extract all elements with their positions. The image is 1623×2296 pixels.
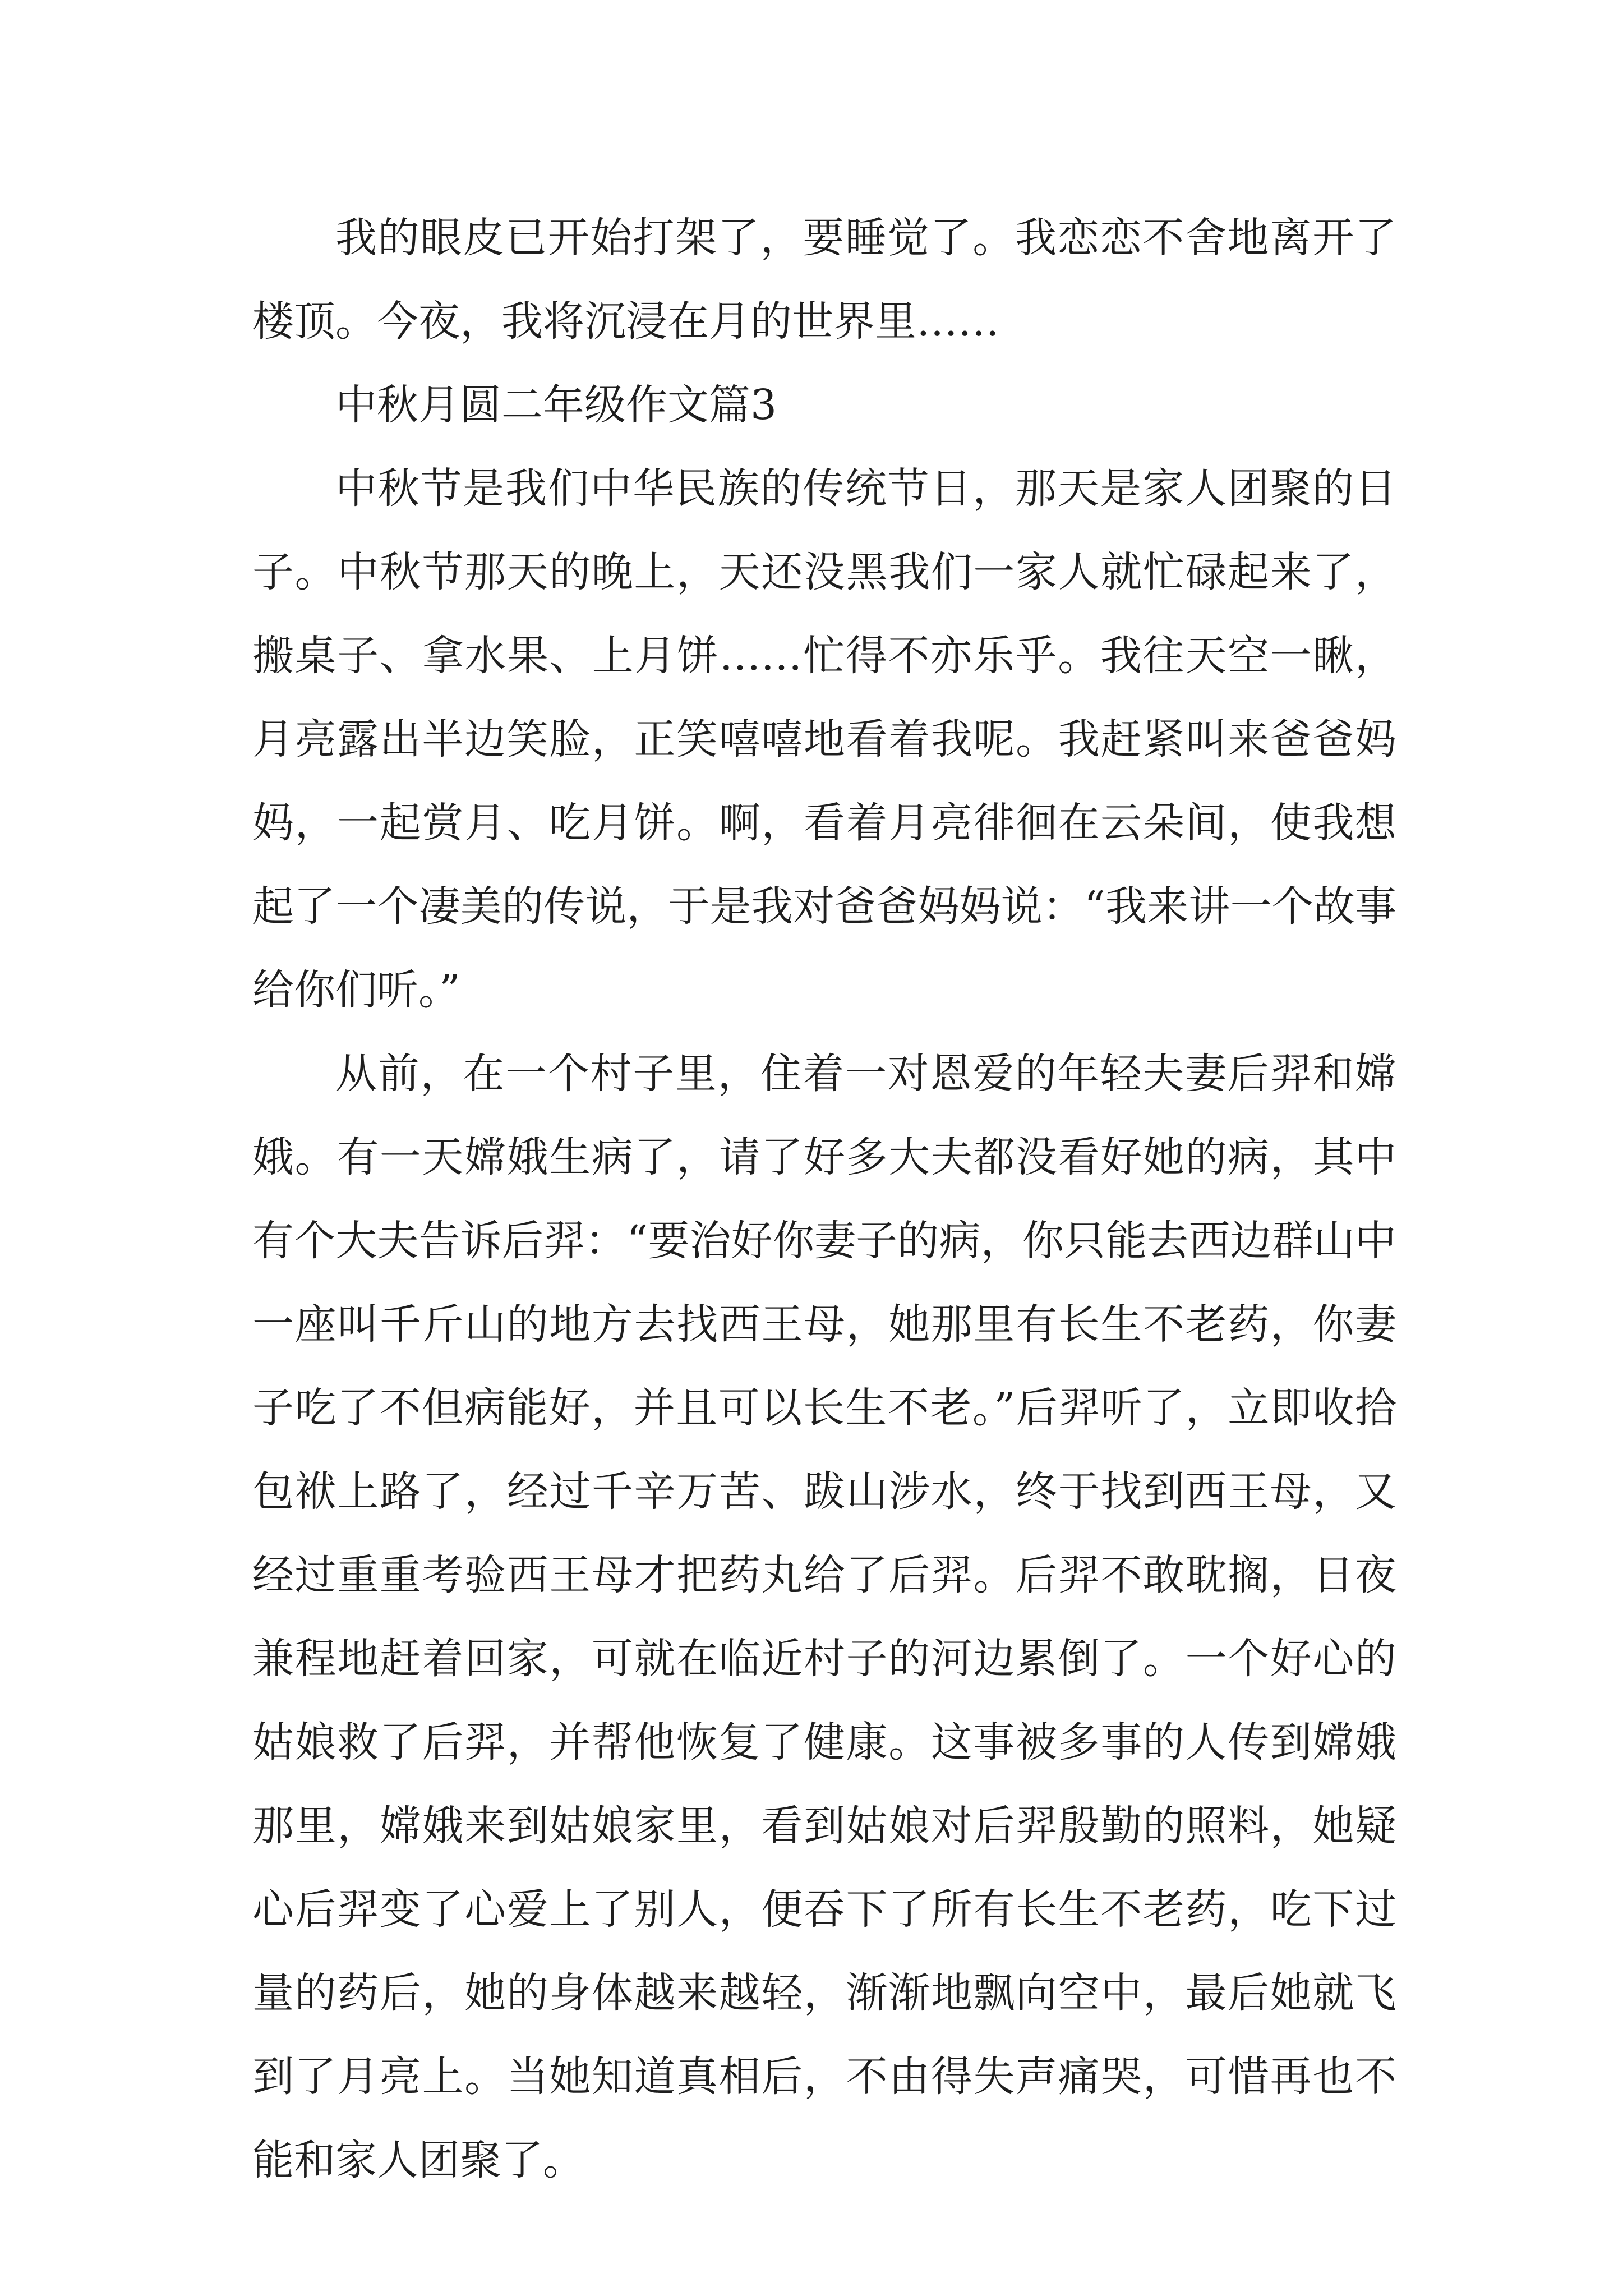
paragraph-legend: 从前，在一个村子里，住着一对恩爱的年轻夫妻后羿和嫦娥。有一天嫦娥生病了，请了好多大夫都没看好她的病，其中有个大夫告诉后羿：“要治好你妻子的病，你只能去西边群山中一座叫千斤山的地方去找西王母，她那里有长生不老药，你妻子吃了不但病能好，并且可以长生不老。”后羿听了，立即收拾包袱上路了，经过千辛万苦、跋山涉水，终于找到西王母，又经过重重考验西王母才把药丸给了后羿。后羿不敢耽搁，日夜兼程地赶着回家，可就在临近村子的河边累倒了。一个好心的姑娘救了后羿，并帮他恢复了健康。这事被多事的人传到嫦娥那里，嫦娥来到姑娘家里，看到姑娘对后羿殷勤的照料，她疑心后羿变了心爱上了别人，便吞下了所有长生不老药，吃下过量的药后，她的身体越来越轻，渐渐地飘向空中，最后她就飞到了月亮上。当她知道真相后，不由得失声痛哭，可惜再也不能和家人团聚了。: [252, 1050, 1396, 2184]
section-heading: 中秋月圆二年级作文篇3: [335, 381, 777, 429]
paragraph-intro: 我的眼皮已开始打架了，要睡觉了。我恋恋不舍地离开了楼顶。今夜，我将沉浸在月的世界里……: [252, 214, 1396, 346]
paragraph-festival: 中秋节是我们中华民族的传统节日，那天是家人团聚的日子。中秋节那天的晚上，天还没黑我们一家人就忙碌起来了，搬桌子、拿水果、上月饼……忙得不亦乐乎。我往天空一瞅，月亮露出半边笑脸，正笑嘻嘻地看着我呢。我赶紧叫来爸爸妈妈，一起赏月、吃月饼。啊，看着月亮徘徊在云朵间，使我想起了一个凄美的传说，于是我对爸爸妈妈说：“我来讲一个故事给你们听。”: [252, 464, 1396, 1014]
article-body: [252, 196, 1396, 2202]
